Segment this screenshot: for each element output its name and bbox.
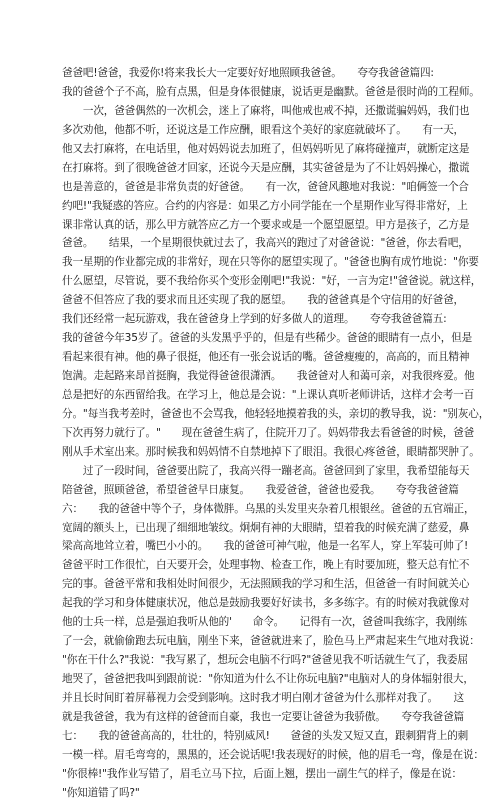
- text-line-19: 分。"每当我考差时，爸爸也不会骂我，他轻轻地摸着我的头，亲切的教导我，说："别灰心，: [62, 407, 490, 420]
- text-line-21: 刚从手术室出来。那时候我和妈妈情不自禁地掉下了眼泪。我很心疼爸爸，眼睛都哭肿了。: [62, 445, 480, 458]
- text-line-13: 爸爸不但答应了我的要求而且还实现了我的愿望。 我的爸爸真是个守信用的好爸爸，: [62, 294, 465, 307]
- text-line-7: 也是善意的，爸爸是非常负责的好爸爸。 有一次，爸爸风趣地对我说："咱俩签一个合: [62, 180, 469, 193]
- text-line-6: 在打麻将。到了很晚爸爸才回家，还说今天是应酬，其实爸爸是为了不让妈妈操心，撒谎: [62, 161, 470, 174]
- text-line-2: 我的爸爸个子不高，脸有点黑，但是身体很健康，说话更是幽默。爸爸是很时尚的工程师。: [62, 85, 480, 98]
- text-line-26: 梁高高地耸立着，嘴巴小小的。 我的爸爸可神气啦，他是一名军人，穿上军装可帅了!: [62, 540, 469, 553]
- text-line-27: 爸爸平时工作很忙，白天要开会，处理事物、检查工作，晚上有时要加班，整天总有忙不: [62, 559, 470, 572]
- text-line-35: 就是我爸爸，我为有这样的爸爸而自豪，我也一定要让爸爸为我骄傲。 夸夸我爸爸篇: [62, 710, 465, 723]
- text-line-15: 我的爸爸今年35岁了。爸爸的头发黑乎乎的，但是有些稀少。爸爸的眼睛有一点小，但是: [62, 332, 473, 345]
- text-line-16: 看起来很有神。他的鼻子很挺，他还有一张会说话的嘴。爸爸瘦瘦的，高高的，而且精神: [62, 351, 470, 364]
- text-line-37: 一模一样。眉毛弯弯的，黑黑的，还会说话呢!我表现好的时候，他的眉毛一弯，像是在说：: [62, 748, 484, 761]
- text-line-8: 约吧!"我疑惑的答应。合约的内容是：如果乙方小同学能在一个星期作业写得非常好，上: [62, 199, 468, 212]
- text-line-30: 他的士兵一样，总是强迫我听从他的' 命令。 记得有一次，爸爸叫我练字，我刚练: [62, 616, 467, 629]
- text-line-3: 一次，爸爸偶然的一次机会，迷上了麻将，叫他戒也戒不掉，还撒谎骗妈妈，我们也: [62, 104, 470, 117]
- text-line-23: 陪爸爸，照顾爸爸，希望爸爸早日康复。 我爱爸爸，爸爸也爱我。 夸夸我爸爸篇: [62, 483, 459, 496]
- text-line-5: 他又去打麻将，在电话里，他对妈妈说去加班了，但妈妈听见了麻将碰撞声，就断定这是: [62, 142, 470, 155]
- text-line-39: "你知道错了吗?": [62, 786, 140, 799]
- text-line-10: 爸爸。 结果，一个星期很快就过去了，我高兴的跑过了对爸爸说："爸爸，你去看吧，: [62, 237, 469, 250]
- text-line-28: 完的事。爸爸平常和我相处时间很少，无法照顾我的学习和生活，但爸爸一有时间就关心: [62, 578, 470, 591]
- text-line-36: 七： 我的爸爸高高的，壮壮的，特别威风! 爸爸的头发又短又直，跟刺猬背上的刺: [62, 729, 469, 742]
- text-line-18: 总是把好的东西留给我。在学习上，他总是会说："上课认真听老师讲话，这样才会考一百: [62, 388, 475, 401]
- text-line-33: 地哭了，爸爸把我叫到跟前说："你知道为什么不让你玩电脑?"电脑对人的身体辐射很大，: [62, 673, 474, 685]
- text-line-29: 起我的学习和身体健康状况，他总是鼓励我要好好读书，多多练字。有的时候对我就像对: [62, 597, 470, 610]
- text-line-25: 宽阔的额头上，已出现了细细地皱纹。炯炯有神的大眼睛，望着我的时候充满了慈爱，鼻: [62, 521, 470, 534]
- text-line-17: 饱满。走起路来昂首挺胸，我觉得爸爸很潇洒。 我爸爸对人和蔼可亲，对我很疼爱。他: [62, 370, 475, 382]
- document-body: [62, 64, 490, 803]
- text-line-31: 了一会，就偷偷跑去玩电脑，刚坐下来，爸爸就进来了，脸色马上严肃起来生气地对我说：: [62, 635, 480, 648]
- text-line-38: "你很棒!"我作业写错了，眉毛立马下拉，后面上翘，摆出一副生气的样子，像是在说：: [62, 767, 462, 780]
- text-line-34: 并且长时间盯着屏幕视力会受到影响。这时我才明白刚才爸爸为什么那样对我了。 这: [62, 691, 465, 704]
- text-line-4: 多次劝他，他都不听，还说这是工作应酬，眼看这个美好的家庭就破坏了。 有一天，: [62, 123, 465, 136]
- text-line-24: 六： 我的爸爸中等个子，身体微胖。乌黑的头发里夹杂着几根银丝。爸爸的五官端正，: [62, 502, 475, 515]
- text-line-22: 过了一段时间，爸爸要出院了，我高兴得一蹦老高。爸爸回到了家里，我希望能每天: [62, 464, 470, 477]
- text-line-32: "你在干什么?"我说："我写累了，想玩会电脑不行吗?"爸爸见我不听话就生气了，我委屈: [62, 654, 468, 667]
- text-line-1: 爸爸吧!爸爸，我爱你!将来我长大一定要好好地照顾我爸爸。 夸夸我爸爸篇四:: [62, 67, 434, 79]
- text-line-12: 什么愿望，尽管说，要不我给你买个变形金刚吧!"我说："好，一言为定!"爸爸说。就这样，: [62, 275, 482, 288]
- text-line-20: 下次再努力就行了。" 现在爸爸生病了，住院开刀了。妈妈带我去看爸爸的时候，爸爸: [62, 426, 475, 439]
- text-line-14: 我们还经常一起玩游戏，我在爸爸身上学到的好多做人的道理。 夸夸我爸爸篇五:: [62, 313, 447, 326]
- text-line-9: 课非常认真的话，那么甲方就答应乙方一个要求或是一个愿望愿望。甲方是孩子，乙方是: [62, 218, 470, 231]
- text-line-11: 我一星期的作业都完成的非常好，现在只等你的愿望实现了。"爸爸也胸有成竹地说："你要: [62, 256, 479, 269]
